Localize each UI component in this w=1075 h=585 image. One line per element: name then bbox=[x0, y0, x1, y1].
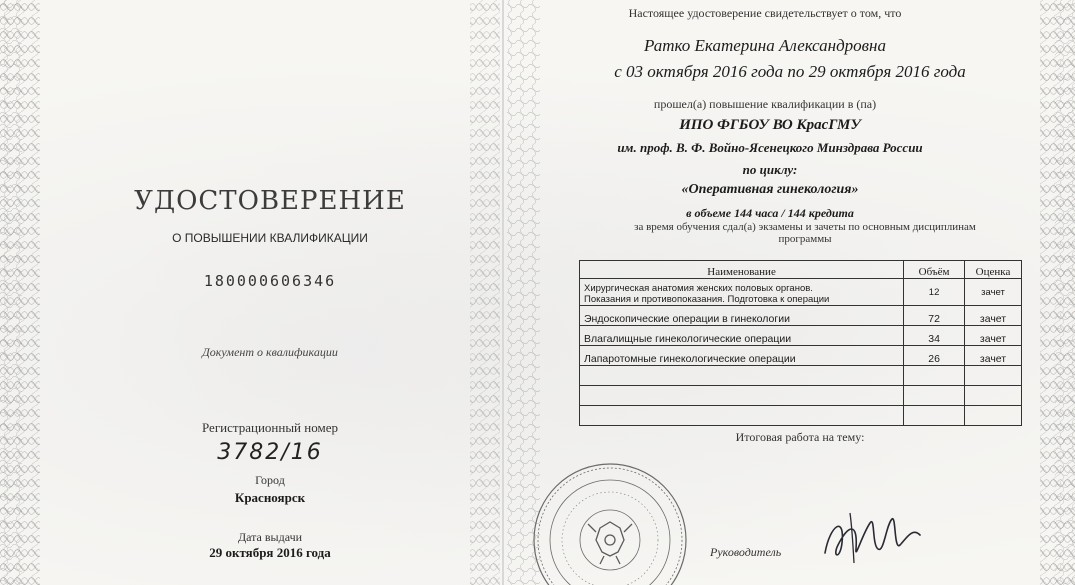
subject-grade: зачет bbox=[965, 279, 1022, 306]
official-seal bbox=[520, 455, 690, 585]
subject-volume: 26 bbox=[904, 346, 965, 366]
cycle-name: «Оперативная гинекология» bbox=[681, 182, 859, 197]
table-row-empty bbox=[580, 386, 1022, 406]
holder-name: Ратко Екатерина Александровна bbox=[643, 36, 886, 55]
table-row-empty bbox=[580, 406, 1022, 426]
subject-name-line-2: Показания и противопоказания. Подготовка к операции bbox=[584, 294, 830, 305]
header-grade: Оценка bbox=[965, 261, 1022, 279]
subject-name: Влагалищные гинекологические операции bbox=[580, 326, 904, 346]
table-row bbox=[580, 279, 1022, 306]
issue-date-value: 29 октября 2016 года bbox=[209, 545, 331, 560]
table-row bbox=[580, 346, 1022, 366]
course-volume: в объеме 144 часа / 144 кредита bbox=[686, 206, 854, 220]
subjects-table bbox=[579, 260, 1022, 426]
exams-line-2: программы bbox=[778, 233, 832, 245]
subject-grade: зачет bbox=[965, 326, 1022, 346]
certificate-number: 180000606346 bbox=[203, 272, 337, 290]
table-row bbox=[580, 326, 1022, 346]
subject-name: Лапаротомные гинекологические операции bbox=[580, 346, 904, 366]
subject-name bbox=[580, 279, 904, 306]
subject-name: Эндоскопические операции в гинекологии bbox=[580, 306, 904, 326]
center-left-border-band bbox=[470, 0, 500, 585]
institution-name: ИПО ФГБОУ ВО КрасГМУ bbox=[679, 117, 861, 133]
cycle-label: по циклу: bbox=[742, 162, 798, 177]
subject-grade: зачет bbox=[965, 346, 1022, 366]
exams-line-1: за время обучения сдал(а) экзамены и зачеты по основным дисциплинам bbox=[634, 221, 976, 233]
header-volume: Объём bbox=[904, 261, 965, 279]
city-value: Красноярск bbox=[234, 490, 306, 505]
final-work-label: Итоговая работа на тему: bbox=[735, 430, 865, 444]
training-period: с 03 октября 2016 года по 29 октября 2016 года bbox=[614, 62, 966, 81]
certificate-title: УДОСТОВЕРЕНИЕ bbox=[134, 186, 406, 216]
subject-volume: 34 bbox=[904, 326, 965, 346]
city-label: Город bbox=[255, 473, 285, 487]
institution-full-name: им. проф. В. Ф. Войно-Ясенецкого Минздрава России bbox=[617, 140, 923, 155]
header-name: Наименование bbox=[580, 261, 904, 279]
signature bbox=[820, 505, 930, 570]
table-row bbox=[580, 306, 1022, 326]
document-type: Документ о квалификации bbox=[202, 345, 338, 359]
head-label: Руководитель bbox=[710, 545, 782, 559]
certificate-subtitle: О ПОВЫШЕНИИ КВАЛИФИКАЦИИ bbox=[172, 231, 368, 245]
intro-text: Настоящее удостоверение свидетельствует о том, что bbox=[628, 6, 902, 20]
subject-volume: 12 bbox=[904, 279, 965, 306]
subject-grade: зачет bbox=[965, 306, 1022, 326]
passed-text: прошел(а) повышение квалификации в (па) bbox=[653, 97, 877, 111]
registration-number: 3782/16 bbox=[217, 440, 323, 465]
table-row-empty bbox=[580, 366, 1022, 386]
subject-name-line-1: Хирургическая анатомия женских половых органов. bbox=[584, 283, 813, 294]
table-header-row bbox=[580, 261, 1022, 279]
issue-date-label: Дата выдачи bbox=[237, 530, 303, 544]
exams-text bbox=[585, 221, 1045, 245]
registration-label: Регистрационный номер bbox=[202, 420, 338, 435]
subject-volume: 72 bbox=[904, 306, 965, 326]
